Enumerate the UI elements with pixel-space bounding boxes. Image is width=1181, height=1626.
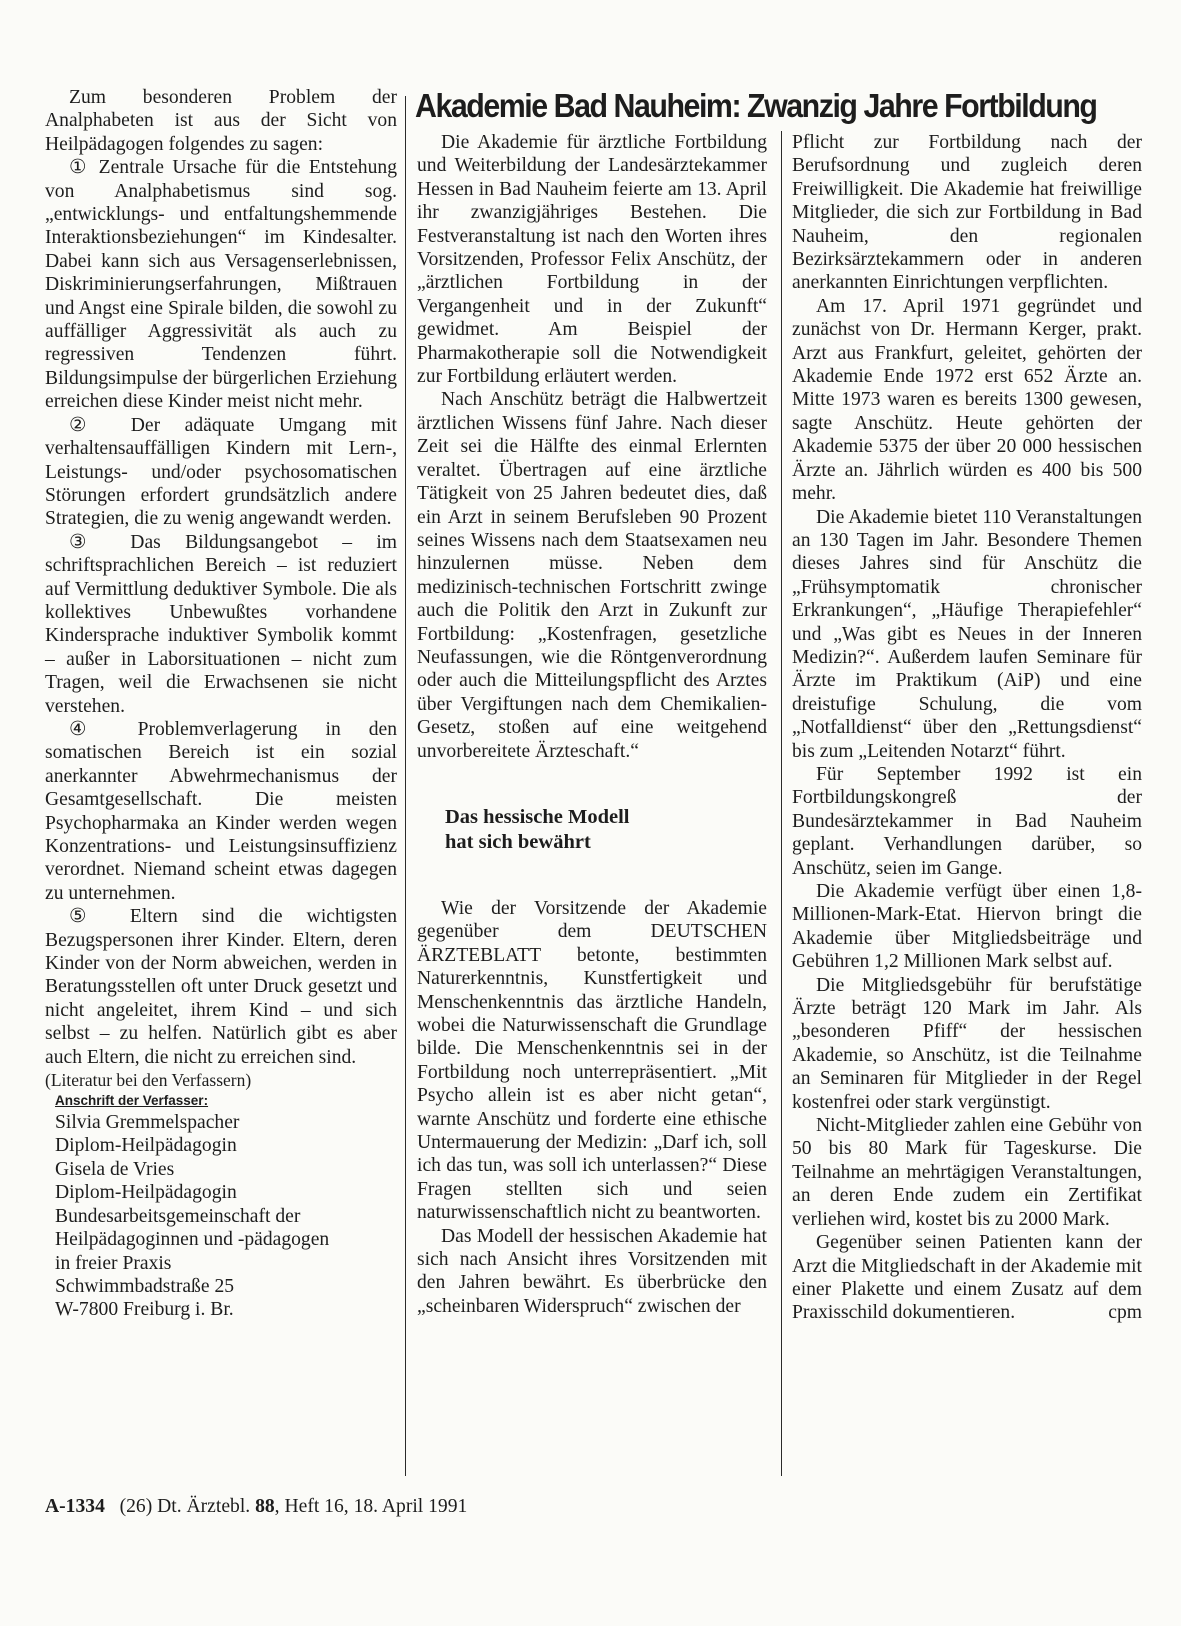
column-middle <box>417 131 767 1318</box>
address-line: Heilpädagoginnen und -pädagogen <box>55 1229 330 1251</box>
paragraph: Für September 1992 ist ein Fortbildungskongreß der Bundesärztekammer in Bad Nauheim geplant. Verhandlungen darüber, so Anschütz, seien im Gange. <box>792 763 1142 879</box>
address-line: Bundesarbeitsgemeinschaft der <box>55 1205 301 1227</box>
paragraph: ⑤ Eltern sind die wichtigsten Bezugspersonen ihrer Kinder. Eltern, deren Kinder von der Norm abweichen, werden in Beratungsstellen oft unter Druck gesetzt und nicht angeleitet, ihrem Kind – und sich selbst – zu helfen. Natürlich gibt es aber auch Eltern, die nicht zu erreichen sind. <box>45 906 397 1068</box>
paragraph: ③ Das Bildungsangebot – im schriftsprachlichen Bereich – ist reduziert auf Vermittlung deduktiver Symbole. Die als kollektives Unbewußtes vorhandene Kindersprache induktiver Symbolik kommt – außer in Laborsituationen – nicht zum Tragen, weil die Erwachsenen sie nicht verstehen. <box>45 531 397 717</box>
paragraph: Die Akademie bietet 110 Veranstaltungen an 130 Tagen im Jahr. Besondere Themen dieses Jahres sind für Anschütz die „Frühsymptomatik chronischer Erkrankungen“, „Häufige Therapiefehler“ und „Was gibt es Neues in der Inneren Medizin?“. Außerdem laufen Seminare für Ärzte im Praktikum (AiP) und eine dreistufige Schulung, die vom „Notfalldienst“ über den „Rettungsdienst“ bis zum „Leitenden Notarzt“ führt. <box>792 506 1142 762</box>
author-address <box>55 1111 397 1322</box>
subheading-line: hat sich bewährt <box>445 830 591 853</box>
paragraph: Pflicht zur Fortbildung nach der Berufsordnung und zugleich deren Freiwilligkeit. Die Akademie hat freiwillige Mitglieder, die sich zur Fortbildung in Bad Nauheim, den regionalen Bezirksärztekammern oder in anderen anerkannten Einrichtungen verpflichten. <box>792 132 1142 294</box>
paragraph: Zum besonderen Problem der Analphabeten ist aus der Sicht von Heilpädagogen folgendes zu sagen: <box>45 87 397 155</box>
paragraph: ④ Problemverlagerung in den somatischen Bereich ist ein sozial anerkannter Abwehrmechanismus der Gesamtgesellschaft. Die meisten Psychopharmaka an Kinder werden wegen Konzentrations- und Leistungsinsuffizienz verordnet. Niemand scheint etwas dagegen zu unternehmen. <box>45 718 397 904</box>
paragraph: Nicht-Mitglieder zahlen eine Gebühr von 50 bis 80 Mark für Tageskurse. Die Teilnahme an mehrtägigen Veranstaltungen, an deren Ende zudem ein Zertifikat verliehen wird, kostet bis zu 2000 Mark. <box>792 1115 1142 1230</box>
address-line: Gisela de Vries <box>55 1158 175 1180</box>
subheading-line: Das hessische Modell <box>445 805 630 828</box>
paragraph: ① Zentrale Ursache für die Entstehung von Analphabetismus sind sog. „entwicklungs- und entfaltungshemmende Interaktionsbeziehungen“ im Kindesalter. Dabei kann sich aus Versagenserlebnissen, Diskriminierungserfahrungen, Mißtrauen und Angst eine Spirale bilden, die sowohl zu auffälliger Aggressivität als auch zu regressiven Tendenzen führt. Bildungsimpulse der bürgerlichen Erziehung erreichen diese Kinder meist nicht mehr. <box>45 157 397 413</box>
page-code: A-1334 <box>45 1496 105 1517</box>
address-line: Diplom-Heilpädagogin <box>55 1135 237 1157</box>
volume-number: 88 <box>255 1496 275 1517</box>
paragraph: Die Mitgliedsgebühr für berufstätige Ärzte beträgt 120 Mark im Jahr. Als „besonderen Pfiff“ der hessischen Akademie, so Anschütz, ist die Teilnahme an Seminaren für Mitglieder in der Regel kostenfrei oder stark vergünstigt. <box>792 974 1142 1113</box>
paragraph: Die Akademie für ärztliche Fortbildung und Weiterbildung der Landesärztekammer Hessen in Bad Nauheim feierte am 13. April ihr zwanzigjähriges Bestehen. Die Festveranstaltung ist nach den Worten ihres Vorsitzenden, Professor Felix Anschütz, der „ärztlichen Fortbildung in der Vergangenheit und in der Zukunft“ gewidmet. Am Beispiel der Pharmakotherapie soll die Notwendigkeit zur Fortbildung erläutert werden. <box>417 132 767 388</box>
column-left <box>45 86 397 1322</box>
issue-info: , Heft 16, 18. April 1991 <box>274 1496 468 1517</box>
section-subheading <box>445 805 767 855</box>
address-line: in freier Praxis <box>55 1252 172 1274</box>
paragraph: Die Akademie verfügt über einen 1,8-Millionen-Mark-Etat. Hiervon bringt die Akademie über Mitgliedsbeiträge und Gebühren 1,2 Millionen Mark selbst auf. <box>792 881 1142 973</box>
address-line: W-7800 Freiburg i. Br. <box>55 1299 234 1321</box>
column-right <box>792 131 1142 1325</box>
paragraph: Nach Anschütz beträgt die Halbwertzeit ärztlichen Wissens fünf Jahre. Nach dieser Zeit sei die Hälfte des einmal Erlernten veraltet. Übertragen auf eine ärztliche Tätigkeit von 25 Jahren bedeutet dies, daß ein Arzt in seinem Berufsleben 90 Prozent seines Wissens nach dem Staatsexamen neu hinzulernen müsse. Neben dem medizinisch-technischen Fortschritt zwinge auch die Politik den Arzt in Zukunft zur Fortbildung: „Kostenfragen, gesetzliche Neufassungen, wie die Röntgenverordnung oder auch die Mitteilungspflicht des Arztes über Vergiftungen nach dem Chemikalien-Gesetz, stoßen auf eine weitgehend unvorbereitete Ärzteschaft.“ <box>417 389 767 762</box>
article-headline: Akademie Bad Nauheim: Zwanzig Jahre Fortbildung <box>415 87 1097 124</box>
column-rule-right <box>781 131 782 1476</box>
page-footer <box>45 1495 467 1519</box>
address-line: Diplom-Heilpädagogin <box>55 1182 237 1204</box>
column-rule-left <box>405 96 406 1476</box>
address-line: Silvia Gremmelspacher <box>55 1112 240 1134</box>
paragraph: Gegenüber seinen Patienten kann der Arzt die Mitgliedschaft in der Akademie mit einer Plakette und einem Zusatz auf dem Praxisschild dokumentieren. <box>792 1232 1142 1324</box>
journal-ref: (26) Dt. Ärztebl. <box>119 1496 251 1517</box>
address-line: Schwimmbadstraße 25 <box>55 1275 235 1297</box>
author-signature: cpm <box>1108 1302 1142 1324</box>
closing-paragraph <box>792 1231 1142 1325</box>
literature-note: (Literatur bei den Verfassern) <box>45 1070 252 1091</box>
paragraph: Das Modell der hessischen Akademie hat sich nach Ansicht ihres Vorsitzenden mit den Jahren bewährt. Es überbrücke den „scheinbaren Widerspruch“ zwischen der <box>417 1225 767 1317</box>
paragraph: ② Der adäquate Umgang mit verhaltensauffälligen Kindern mit Lern-, Leistungs- und/oder psychosomatischen Störungen erfordert grundsätzlich andere Strategien, die zu wenig angewandt werden. <box>45 414 397 530</box>
paragraph: Am 17. April 1971 gegründet und zunächst von Dr. Hermann Kerger, prakt. Arzt aus Frankfurt, geleitet, gehörten der Akademie Ende 1972 erst 652 Ärzte an. Mitte 1973 waren es bereits 1300 gewesen, sagte Anschütz. Heute gehörten der Akademie 5375 der über 20 000 hessischen Ärzte an. Jährlich würden es 400 bis 500 mehr. <box>792 295 1142 505</box>
address-label: Anschrift der Verfasser: <box>55 1093 209 1109</box>
paragraph: Wie der Vorsitzende der Akademie gegenüber dem DEUTSCHEN ÄRZTEBLATT betonte, bestimmten Naturerkenntnis, Kunstfertigkeit und Menschenkenntnis das ärztliche Handeln, wobei die Naturwissenschaft die Grundlage bilde. Die Menschenkenntnis sei in der Fortbildung noch unterrepräsentiert. „Mit Psycho allein ist es aber nicht getan“, warnte Anschütz und forderte eine ethische Untermauerung der Medizin: „Darf ich, soll ich das tun, was soll ich unterlassen?“ Diese Fragen stellten sich und seien naturwissenschaftlich nicht zu beantworten. <box>417 897 767 1224</box>
